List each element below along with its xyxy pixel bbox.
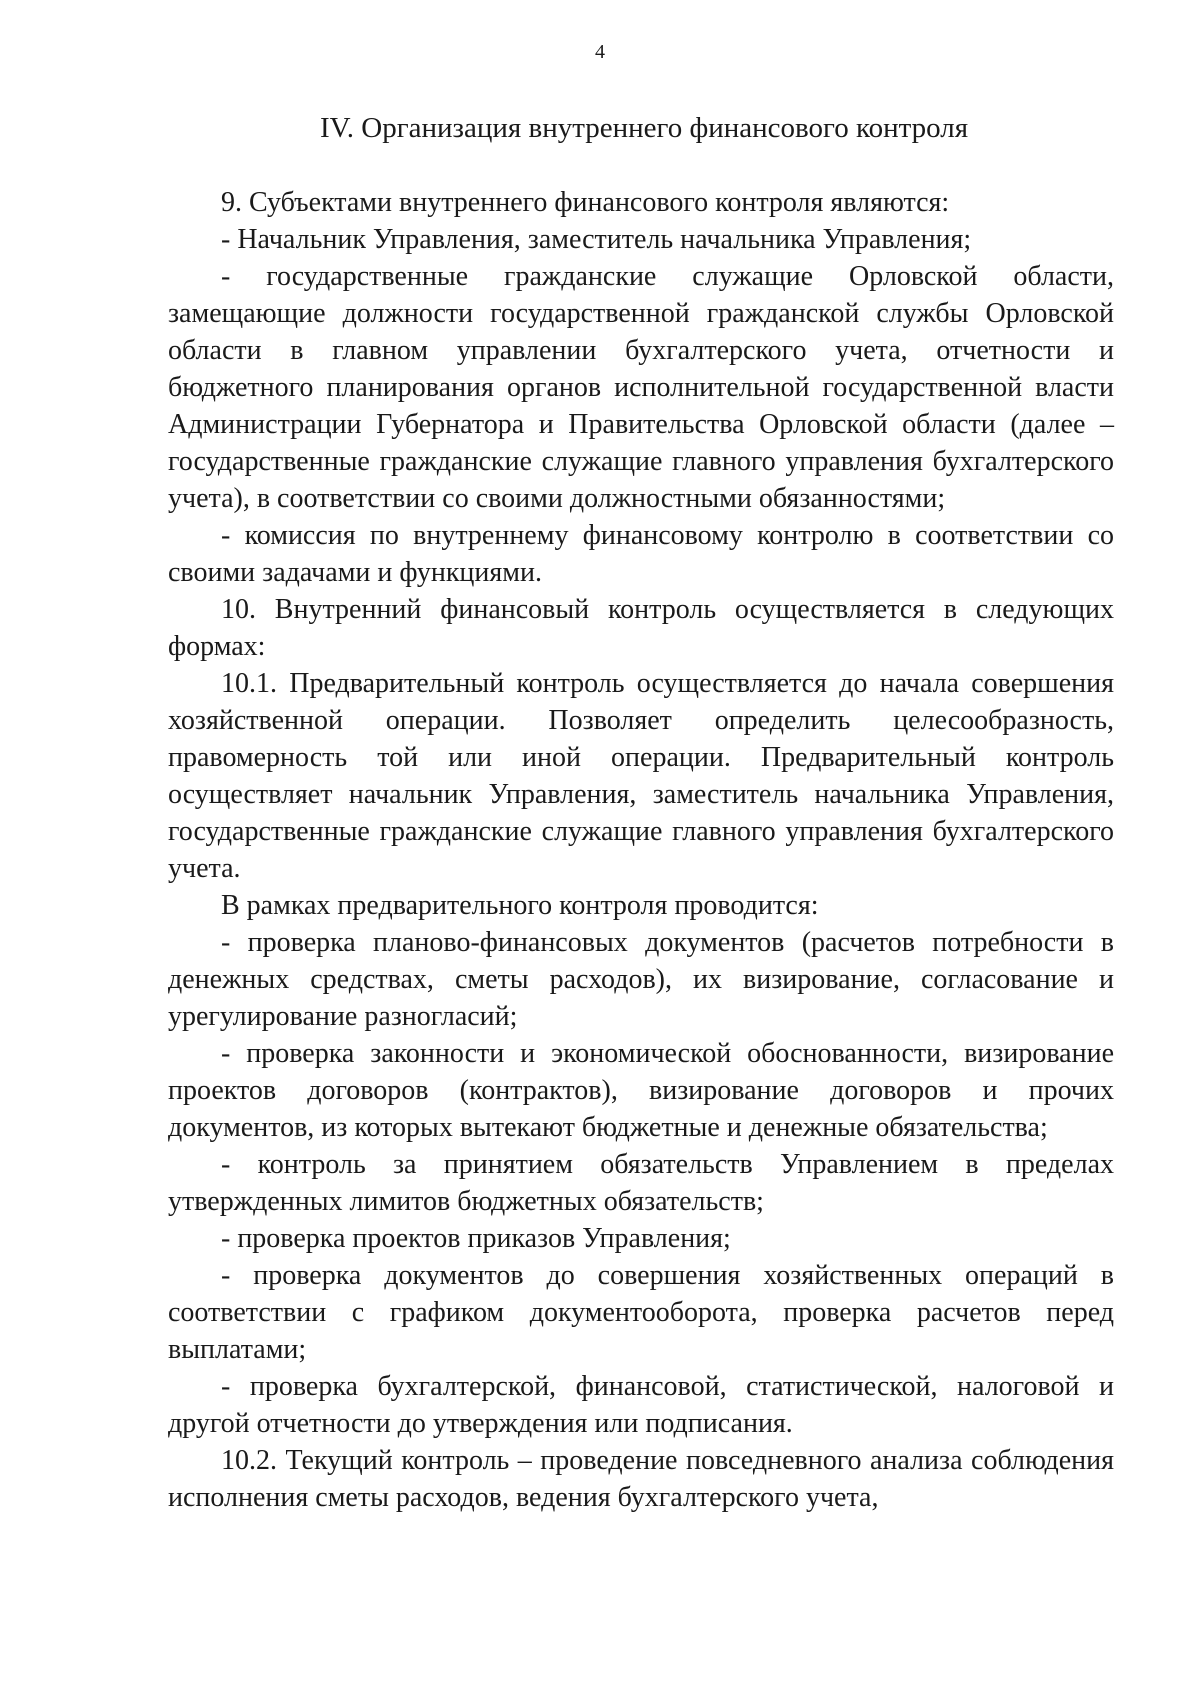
paragraph-9-intro: 9. Субъектами внутреннего финансового контроля являются: — [221, 187, 950, 218]
paragraph-10-intro: 10. Внутренний финансовый контроль осуществляется в следующих формах: — [168, 594, 1114, 662]
list-item-planning-docs: - проверка планово-финансовых документов (расчетов потребности в денежных средствах, сметы расходов), их визирование, согласование и урегулирование разногласий; — [168, 927, 1114, 1032]
paragraph-10-1-list-intro: В рамках предварительного контроля проводится: — [221, 890, 819, 921]
list-item-obligations: - контроль за принятием обязательств Управлением в пределах утвержденных лимитов бюджетных обязательств; — [168, 1149, 1114, 1217]
paragraph-10-2: 10.2. Текущий контроль – проведение повседневного анализа соблюдения исполнения сметы расходов, ведения бухгалтерского учета, — [168, 1445, 1114, 1513]
paragraph-10-1: 10.1. Предварительный контроль осуществляется до начала совершения хозяйственной операции. Позволяет определить целесообразность, правомерность той или иной операции. Предварительный контроль осуществляет начальник Управления, заместитель начальника Управления, государственные гражданские служащие главного управления бухгалтерского учета. — [168, 668, 1114, 884]
list-item-documents: - проверка документов до совершения хозяйственных операций в соответствии с графиком документооборота, проверка расчетов перед выплатами; — [168, 1260, 1114, 1365]
list-item-orders: - проверка проектов приказов Управления; — [221, 1223, 731, 1254]
section-heading: IV. Организация внутреннего финансового контроля — [319, 112, 969, 144]
page-number: 4 — [595, 41, 605, 63]
paragraph-9-item-commission: - комиссия по внутреннему финансовому контролю в соответствии со своими задачами и функциями. — [168, 520, 1114, 588]
paragraph-9-item-servants: - государственные гражданские служащие Орловской области, замещающие должности государственной гражданской службы Орловской области в главном управлении бухгалтерского учета, отчетности и бюджетного планирования органов исполнительной государственной власти Администрации Губернатора и Правительства Орловской области (далее – государственные гражданские служащие главного управления бухгалтерского учета), в соответствии со своими должностными обязанностями; — [168, 261, 1114, 514]
list-item-reporting: - проверка бухгалтерской, финансовой, статистической, налоговой и другой отчетности до утверждения или подписания. — [168, 1371, 1114, 1439]
list-item-contracts: - проверка законности и экономической обоснованности, визирование проектов договоров (контрактов), визирование договоров и прочих документов, из которых вытекают бюджетные и денежные обязательства; — [168, 1038, 1114, 1143]
paragraph-9-item-head: - Начальник Управления, заместитель начальника Управления; — [221, 224, 972, 255]
document-body — [168, 184, 1114, 1516]
